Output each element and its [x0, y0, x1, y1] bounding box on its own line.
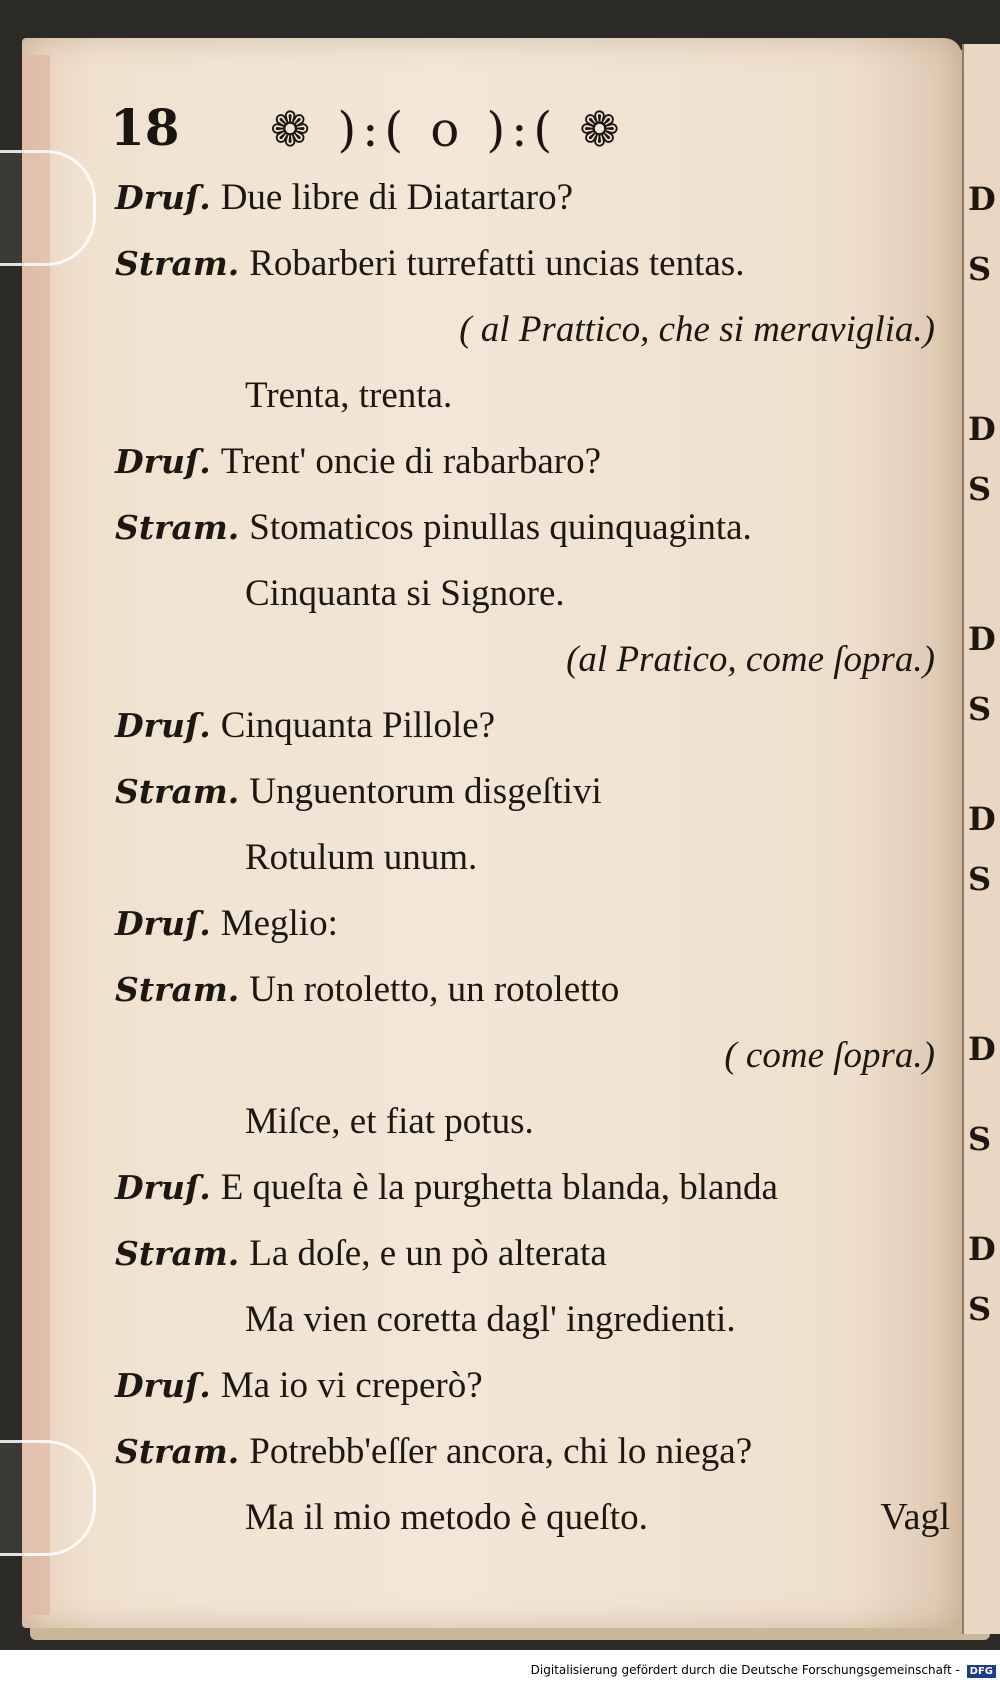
glyph-mark: S — [968, 470, 992, 508]
header-ornament: ❁ ):( o ):( ❁ — [270, 102, 626, 158]
text-line — [115, 1155, 965, 1221]
text-line — [115, 1353, 965, 1419]
line-text: Potrebb'eſſer ancora, chi lo niega? — [249, 1431, 753, 1472]
speaker-name: Stram. — [115, 508, 240, 547]
text-line — [115, 363, 965, 429]
line-text: ( al Prattico, che si meraviglia.) — [459, 309, 935, 350]
line-text: E queſta è la purghetta blanda, blanda — [220, 1167, 778, 1208]
page-header — [110, 98, 830, 168]
line-text: Stomaticos pinullas quinquaginta. — [249, 507, 752, 548]
text-line — [115, 891, 965, 957]
line-text: Cinquanta Pillole? — [220, 705, 496, 746]
text-line — [115, 1287, 965, 1353]
speaker-name: Druſ. — [115, 1366, 211, 1405]
catchword: Vagl — [880, 1496, 950, 1538]
text-line — [115, 1485, 965, 1551]
line-text: Ma io vi creperò? — [220, 1365, 483, 1406]
line-text: Due libre di Diatartaro? — [220, 177, 574, 218]
line-text: Ma vien coretta dagl' ingredienti. — [245, 1299, 736, 1340]
glyph-mark: S — [968, 1290, 992, 1328]
speaker-name: Druſ. — [115, 706, 211, 745]
credit-text: Digitalisierung gefördert durch die Deutsche Forschungsgemeinschaft - — [530, 1663, 960, 1677]
line-text: (al Pratico, come ſopra.) — [566, 639, 935, 680]
text-line — [115, 1419, 965, 1485]
glyph-mark: S — [968, 860, 992, 898]
glyph-mark: D — [968, 1230, 996, 1268]
line-text: Ma il mio metodo è queſto. — [245, 1497, 648, 1538]
line-text: Unguentorum disgeſtivi — [249, 771, 602, 812]
text-line — [115, 1023, 965, 1089]
page-number: 18 — [110, 98, 180, 157]
text-line — [115, 297, 965, 363]
speaker-name: Stram. — [115, 1432, 240, 1471]
line-text: Cinquanta si Signore. — [245, 573, 565, 614]
speaker-name: Stram. — [115, 244, 240, 283]
speaker-name: Stram. — [115, 772, 240, 811]
speaker-name: Druſ. — [115, 904, 211, 943]
glyph-mark: D — [968, 1030, 996, 1068]
text-line — [115, 1221, 965, 1287]
dfg-logo: DFG — [967, 1665, 996, 1678]
text-line — [115, 825, 965, 891]
glyph-mark: D — [968, 180, 996, 218]
glyph-mark: D — [968, 410, 996, 448]
speaker-name: Stram. — [115, 1234, 240, 1273]
text-line — [115, 693, 965, 759]
dialogue-text — [115, 165, 965, 1551]
line-text: Trent' oncie di rabarbaro? — [220, 441, 601, 482]
glyph-mark: D — [968, 800, 996, 838]
page-clip-bottom — [0, 1440, 96, 1556]
page-edge — [22, 55, 50, 1615]
text-line — [115, 429, 965, 495]
line-text: Rotulum unum. — [245, 837, 478, 878]
line-text: Miſce, et fiat potus. — [245, 1101, 534, 1142]
text-line — [115, 1089, 965, 1155]
line-text: Meglio: — [220, 903, 338, 944]
glyph-mark: S — [968, 250, 992, 288]
speaker-name: Druſ. — [115, 178, 211, 217]
line-text: Robarberi turrefatti uncias tentas. — [249, 243, 745, 284]
speaker-name: Stram. — [115, 970, 240, 1009]
line-text: ( come ſopra.) — [724, 1035, 935, 1076]
text-line — [115, 165, 965, 231]
text-line — [115, 957, 965, 1023]
page-clip-top — [0, 150, 96, 266]
glyph-mark: S — [968, 1120, 992, 1158]
text-line — [115, 759, 965, 825]
glyph-mark: S — [968, 690, 992, 728]
line-text: Un rotoletto, un rotoletto — [249, 969, 620, 1010]
speaker-name: Druſ. — [115, 442, 211, 481]
digitization-credit — [531, 1663, 996, 1678]
line-text: Trenta, trenta. — [245, 375, 453, 416]
text-line — [115, 561, 965, 627]
text-line — [115, 627, 965, 693]
glyph-mark: D — [968, 620, 996, 658]
text-line — [115, 495, 965, 561]
speaker-name: Druſ. — [115, 1168, 211, 1207]
text-line — [115, 231, 965, 297]
line-text: La doſe, e un pò alterata — [249, 1233, 607, 1274]
